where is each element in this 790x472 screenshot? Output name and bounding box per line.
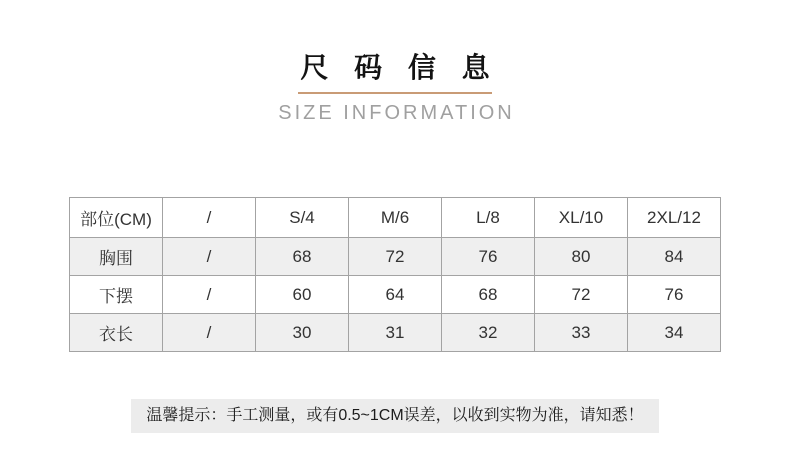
column-header-l: L/8 [442,198,535,238]
column-header-s: S/4 [256,198,349,238]
table-row-length [70,314,721,352]
row-label: 胸围 [70,238,163,276]
size-table-body [70,238,721,352]
column-header-2xl: 2XL/12 [628,198,721,238]
page-subtitle: SIZE INFORMATION [278,102,515,125]
title-underline-divider [298,92,492,94]
row-label: 下摆 [70,276,163,314]
table-row-chest [70,238,721,276]
page-header [0,0,790,125]
table-row-hem [70,276,721,314]
table-cell: 76 [442,238,535,276]
table-cell: 30 [256,314,349,352]
notice-banner: 温馨提示：手工测量，或有0.5~1CM误差，以收到实物为准，请知悉！ [131,399,658,433]
column-header-slash: / [163,198,256,238]
table-cell: 34 [628,314,721,352]
column-header-m: M/6 [349,198,442,238]
table-cell: 68 [442,276,535,314]
table-cell: / [163,314,256,352]
table-cell: / [163,276,256,314]
table-cell: 68 [256,238,349,276]
table-cell: / [163,238,256,276]
table-cell: 33 [535,314,628,352]
page-title: 尺 码 信 息 [300,52,499,83]
table-cell: 76 [628,276,721,314]
table-cell: 31 [349,314,442,352]
size-table-head [70,198,721,238]
table-cell: 84 [628,238,721,276]
table-cell: 80 [535,238,628,276]
column-header-xl: XL/10 [535,198,628,238]
table-cell: 32 [442,314,535,352]
table-cell: 72 [535,276,628,314]
size-table [69,197,721,352]
row-label: 衣长 [70,314,163,352]
table-cell: 60 [256,276,349,314]
table-cell: 72 [349,238,442,276]
notice-section [0,399,790,433]
table-header-row [70,198,721,238]
column-header-part: 部位(CM) [70,198,163,238]
table-cell: 64 [349,276,442,314]
